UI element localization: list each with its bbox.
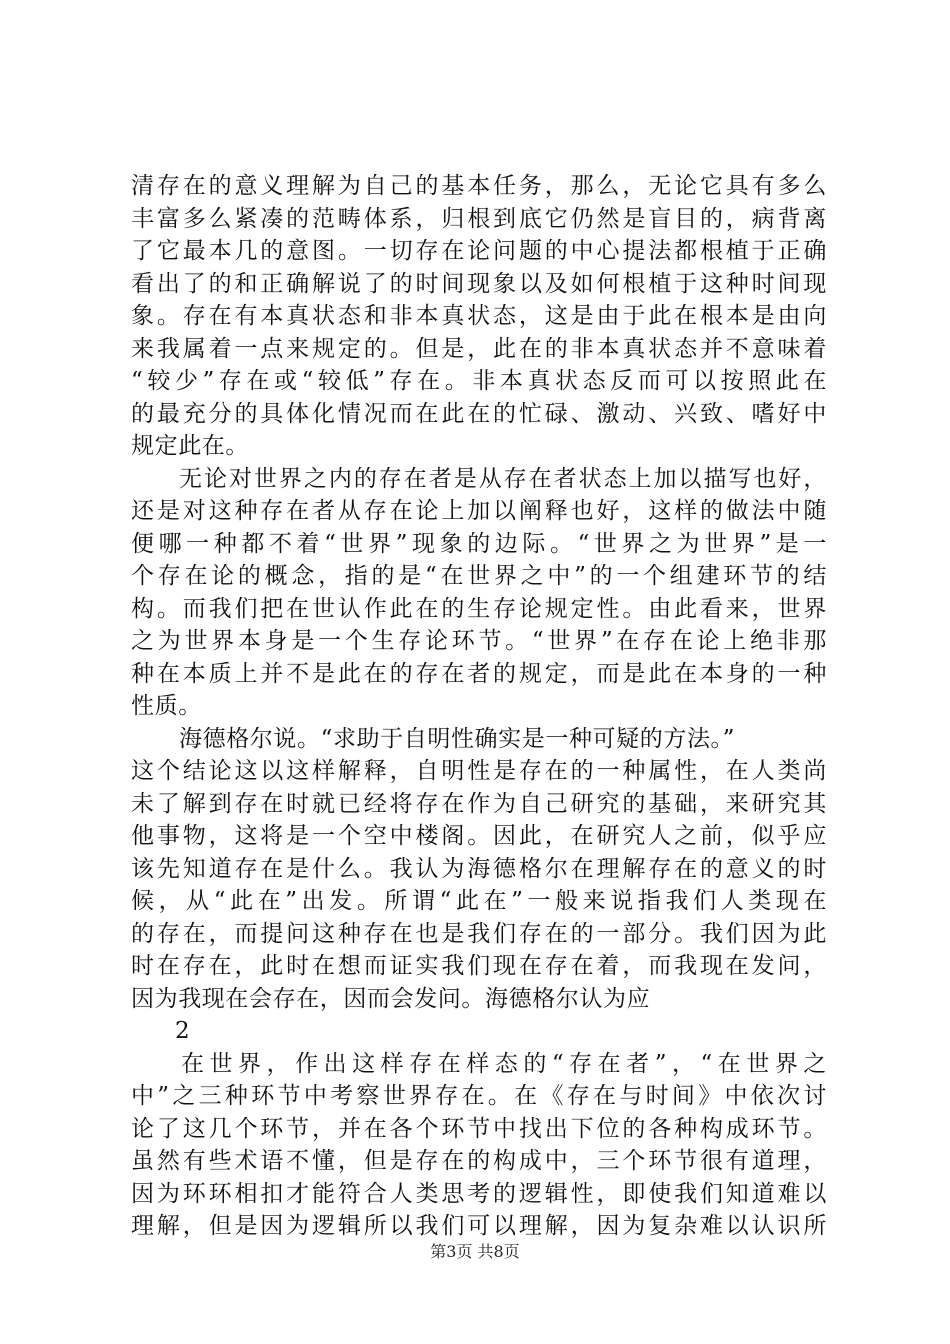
- text-line: 还是对这种存在者从存在论上加以阐释也好，这样的做法中随: [131, 498, 827, 524]
- text-line: 之为世界本身是一个生存论环节。“世界”在存在论上绝非那: [131, 628, 827, 654]
- text-line: 的最充分的具体化情况而在此在的忙碌、激动、兴致、嗜好中: [131, 400, 827, 427]
- text-line: 构。而我们把在世认作此在的生存论规定性。由此看来，世界: [131, 595, 827, 622]
- text-line: 象。存在有本真状态和非本真状态，这是由于此在根本是由向: [131, 303, 827, 329]
- text-line: 清存在的意义理解为自己的基本任务，那么，无论它具有多么: [131, 173, 827, 199]
- text-line: 该先知道存在是什么。我认为海德格尔在理解存在的意义的时: [131, 855, 827, 882]
- text-line: 看出了的和正确解说了的时间现象以及如何根植于这种时间现: [131, 270, 827, 297]
- inline-page-number: 2: [175, 1018, 191, 1044]
- text-line: 未了解到存在时就已经将存在作为自己研究的基础，来研究其: [131, 790, 827, 817]
- paragraph-first-line: 无论对世界之内的存在者是从存在者状态上加以描写也好，: [179, 465, 827, 492]
- text-line: 这个结论这以这样解释，自明性是存在的一种属性，在人类尚: [131, 758, 827, 784]
- document-body: [131, 170, 827, 1243]
- text-line: 规定此在。: [131, 433, 249, 459]
- paragraph-first-line: 在世界，作出这样存在样态的“存在者”，“在世界之: [181, 1050, 827, 1077]
- text-line: 因为我现在会存在，因而会发问。海德格尔认为应: [131, 985, 651, 1012]
- text-line: 他事物，这将是一个空中楼阁。因此，在研究人之前，似乎应: [131, 823, 827, 849]
- text-line: “较少”存在或“较低”存在。非本真状态反而可以按照此在: [131, 368, 827, 394]
- text-line: 种在本质上并不是此在的存在者的规定，而是此在本身的一种: [131, 660, 827, 687]
- text-line: 丰富多么紧凑的范畴体系，归根到底它仍然是盲目的，病背离: [131, 205, 827, 232]
- text-line: 理解，但是因为逻辑所以我们可以理解，因为复杂难以认识所: [131, 1213, 827, 1239]
- text-line: 的存在，而提问这种存在也是我们存在的一部分。我们因为此: [131, 920, 827, 947]
- text-line: 了它最本几的意图。一切存在论问题的中心提法都根植于正确: [131, 238, 827, 264]
- text-line: 来我属着一点来规定的。但是，此在的非本真状态并不意味着: [131, 335, 827, 362]
- text-line: 论了这几个环节，并在各个环节中找出下位的各种构成环节。: [131, 1115, 827, 1142]
- text-line: 候，从“此在”出发。所谓“此在”一般来说指我们人类现在: [131, 888, 827, 914]
- text-line: 虽然有些术语不懂，但是存在的构成中，三个环节很有道理，: [131, 1148, 827, 1174]
- text-line: 因为环环相扣才能符合人类思考的逻辑性，即使我们知道难以: [131, 1180, 827, 1207]
- text-line: 个存在论的概念，指的是“在世界之中”的一个组建环节的结: [131, 563, 827, 589]
- page-footer: 第3页 共8页: [430, 1242, 520, 1261]
- text-line: 时在存在，此时在想而证实我们现在存在着，而我现在发问，: [131, 953, 827, 979]
- text-line: 便哪一种都不着“世界”现象的边际。“世界之为世界”是一: [131, 530, 827, 557]
- paragraph-first-line: 海德格尔说。“求助于自明性确实是一种可疑的方法。”: [179, 725, 736, 752]
- text-line: 中”之三种环节中考察世界存在。在《存在与时间》中依次讨: [131, 1083, 827, 1109]
- text-line: 性质。: [131, 693, 202, 719]
